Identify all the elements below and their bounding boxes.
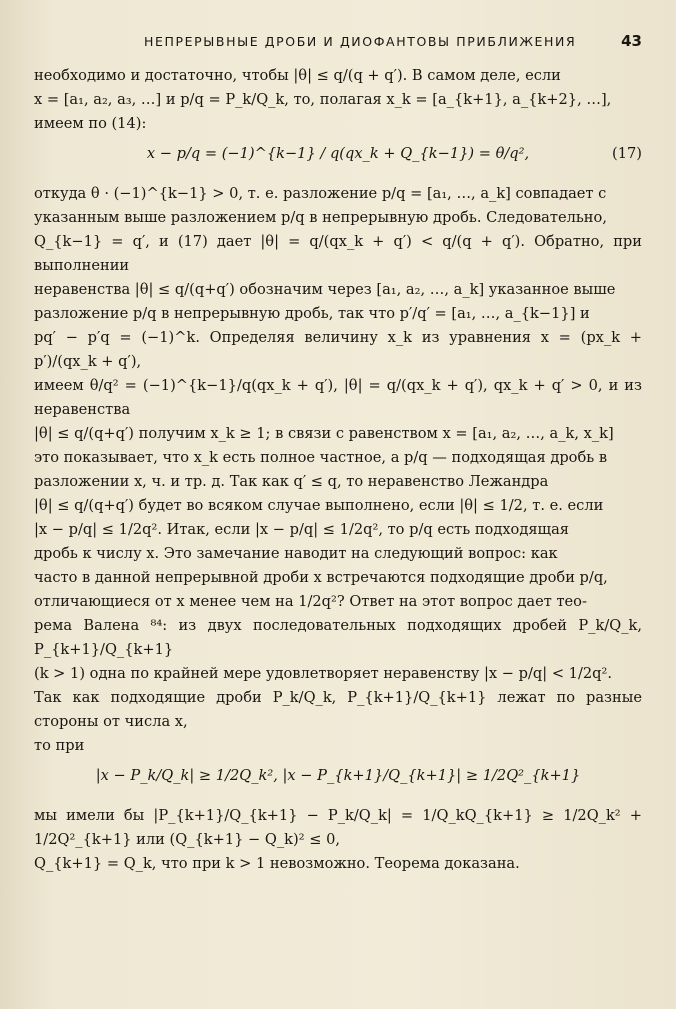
text-line: неравенства |θ| ≤ q/(q+q′) обозначим через [a₁, a₂, …, a_k] указанное выше — [34, 281, 616, 298]
text-line: |θ| ≤ q/(q+q′) будет во всяком случае выполнено, если |θ| ≤ 1/2, т. е. если — [34, 497, 604, 514]
text-line: Q_{k−1} = q′, и (17) дает |θ| = q/(qx_k + q′) < q/(q + q′). Обратно, при выполнении — [34, 233, 642, 274]
text-line: разложении x, ч. и тр. д. Так как q′ ≤ q, то неравенство Лежандра — [34, 473, 549, 490]
text-line: x = [a₁, a₂, a₃, …] и p/q = P_k/Q_k, то, полагая x_k = [a_{k+1}, a_{k+2}, …], — [34, 91, 612, 108]
text-line: |x − p/q| ≤ 1/2q². Итак, если |x − p/q| ≤ 1/2q², то p/q есть подходящая — [34, 521, 570, 538]
text-line: мы имели бы |P_{k+1}/Q_{k+1} − P_k/Q_k| = 1/Q_kQ_{k+1} ≥ 1/2Q_k² + 1/2Q²_{k+1} или (Q_{k+1} − Q_k)² ≤ 0, — [34, 807, 642, 848]
text-line: отличающиеся от x менее чем на 1/2q²? Ответ на этот вопрос дает тео- — [34, 593, 587, 610]
text-line: Q_{k+1} = Q_k, что при k > 1 невозможно. Теорема доказана. — [34, 855, 520, 872]
page-body — [34, 64, 642, 876]
equation-body: |x − P_k/Q_k| ≥ 1/2Q_k², |x − P_{k+1}/Q_{k+1}| ≥ 1/2Q²_{k+1} — [95, 767, 581, 784]
text-line: |θ| ≤ q/(q+q′) получим x_k ≥ 1; в связи с равенством x = [a₁, a₂, …, a_k, x_k] — [34, 425, 614, 442]
text-line: указанным выше разложением p/q в непрерывную дробь. Следовательно, — [34, 209, 607, 226]
text-line: то при — [34, 737, 85, 754]
running-title: НЕПРЕРЫВНЫЕ ДРОБИ И ДИОФАНТОВЫ ПРИБЛИЖЕНИЯ — [144, 34, 577, 49]
text-line: имеем по (14): — [34, 115, 147, 132]
equation-17 — [34, 142, 642, 166]
display-inequalities — [34, 764, 642, 788]
text-line: часто в данной непрерывной дроби x встречаются подходящие дроби p/q, — [34, 569, 608, 586]
text-line: имеем θ/q² = (−1)^{k−1}/q(qx_k + q′), |θ| = q/(qx_k + q′), qx_k + q′ > 0, и из неравенства — [34, 377, 642, 418]
text-line: дробь к числу x. Это замечание наводит на следующий вопрос: как — [34, 545, 558, 562]
text-line: откуда θ · (−1)^{k−1} > 0, т. е. разложение p/q = [a₁, …, a_k] совпадает с — [34, 185, 607, 202]
equation-number: (17) — [612, 145, 642, 162]
running-header — [34, 32, 642, 50]
page-number: 43 — [621, 32, 642, 50]
text-line: Так как подходящие дроби P_k/Q_k, P_{k+1}/Q_{k+1} лежат по разные стороны от числа x, — [34, 689, 642, 730]
text-line: необходимо и достаточно, чтобы |θ| ≤ q/(q + q′). В самом деле, если — [34, 67, 561, 84]
text-line: pq′ − p′q = (−1)^k. Определяя величину x_k из уравнения x = (px_k + p′)/(qx_k + q′), — [34, 329, 642, 370]
text-line: рема Валена ⁸⁴: из двух последовательных подходящих дробей P_k/Q_k, P_{k+1}/Q_{k+1} — [34, 617, 642, 658]
text-line: разложение p/q в непрерывную дробь, так что p′/q′ = [a₁, …, a_{k−1}] и — [34, 305, 590, 322]
text-line: это показывает, что x_k есть полное частное, а p/q — подходящая дробь в — [34, 449, 608, 466]
equation-body: x − p/q = (−1)^{k−1} / q(qx_k + Q_{k−1}) = θ/q², — [146, 145, 530, 162]
text-line: (k > 1) одна по крайней мере удовлетворяет неравенству |x − p/q| < 1/2q². — [34, 665, 612, 682]
